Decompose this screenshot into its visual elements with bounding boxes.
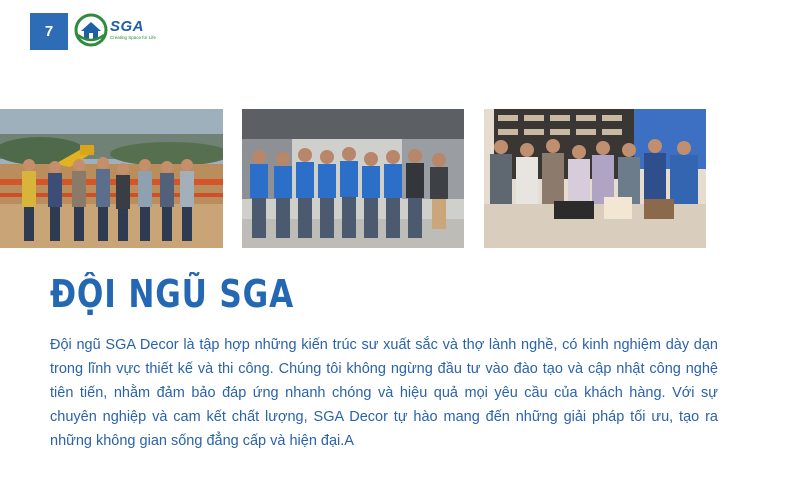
page-number: 7	[44, 23, 54, 40]
team-photo-construction-site	[0, 109, 223, 248]
section-title: ĐỘI NGŨ SGA	[50, 272, 295, 316]
sga-logo	[74, 13, 164, 49]
logo-tagline: Creating Space for Life	[110, 35, 157, 40]
team-photo-workshop	[242, 109, 464, 248]
page-number-badge	[30, 13, 68, 50]
section-body-paragraph: Đội ngũ SGA Decor là tập hợp những kiến trúc sư xuất sắc và thợ lành nghề, có kinh nghiệm dày dạn trong lĩnh vực thiết kế và thi công. Chúng tôi không ngừng đầu tư vào đào tạo và cập nhật công nghệ tiên tiến, nhằm đảm bảo đáp ứng nhanh chóng và hiệu quả mọi yêu cầu của khách hàng. Với sự chuyên nghiệp và cam kết chất lượng, SGA Decor tự hào mang đến những giải pháp tối ưu, tạo ra những không gian sống đẳng cấp và hiện đại.A	[50, 337, 718, 449]
team-photo-showroom	[484, 109, 706, 248]
logo-wordmark: SGA	[110, 18, 145, 35]
house-logo-icon	[74, 13, 108, 47]
